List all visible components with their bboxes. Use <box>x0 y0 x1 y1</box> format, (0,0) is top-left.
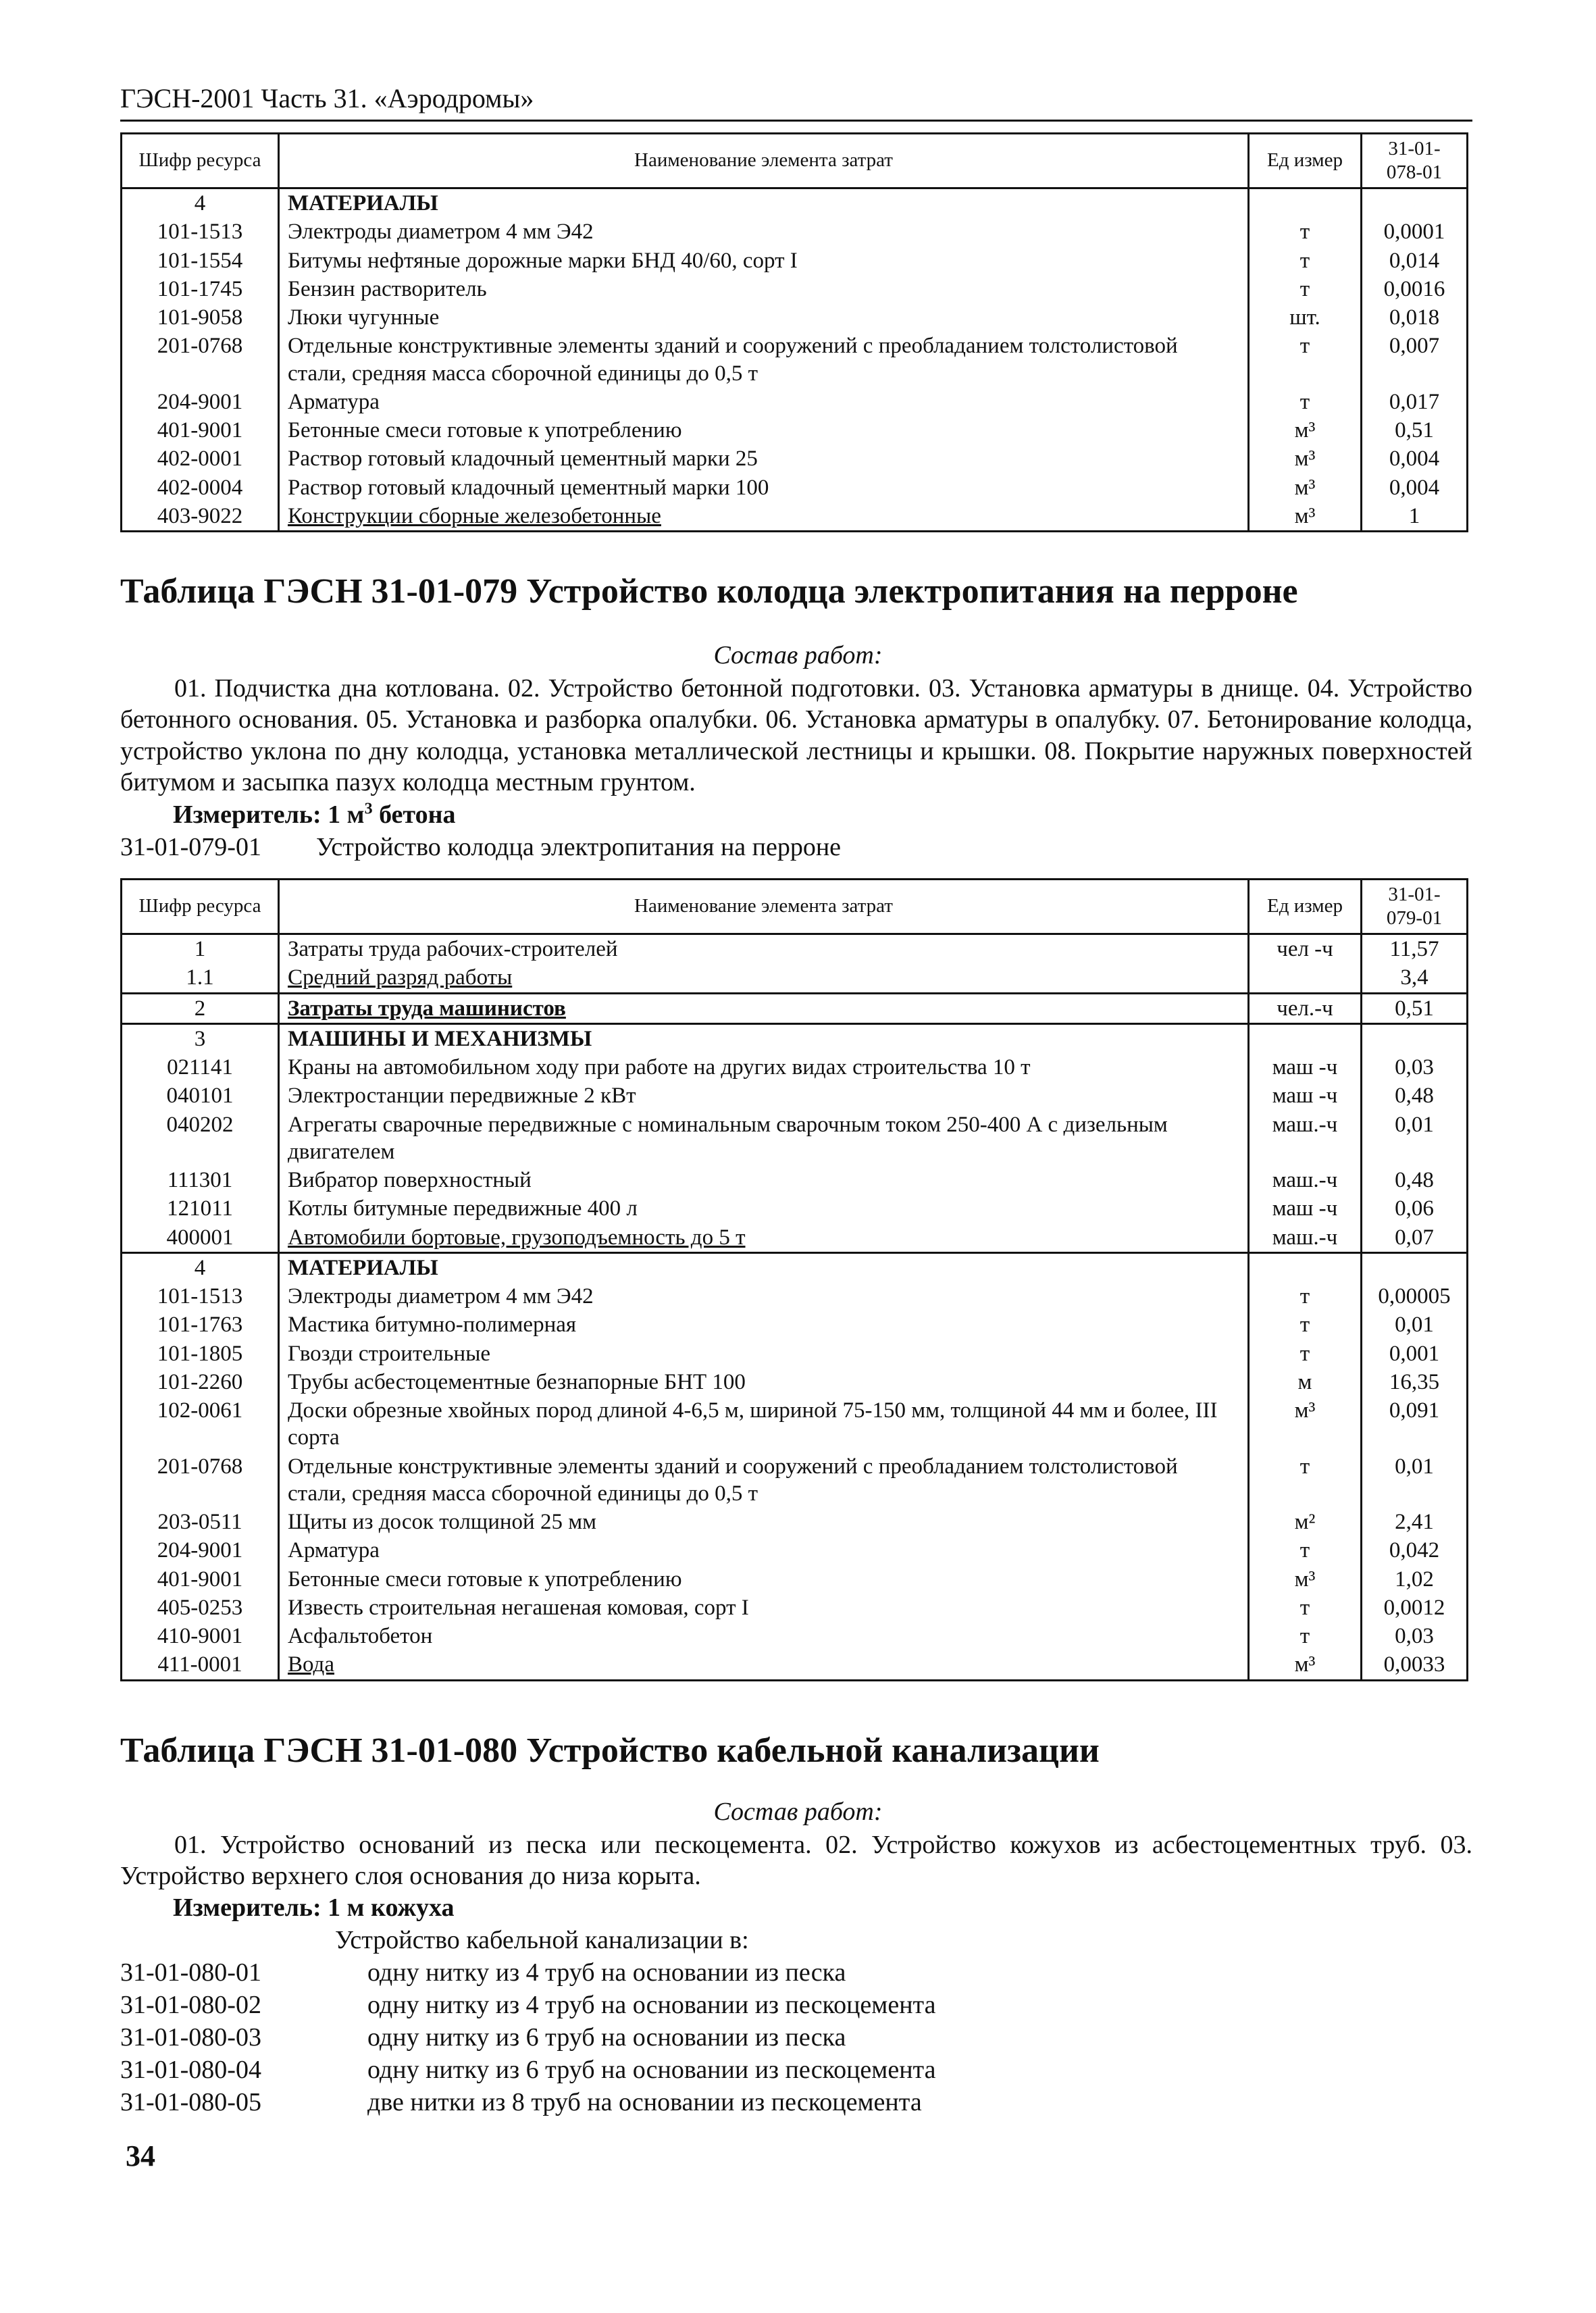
cell-name: Битумы нефтяные дорожные марки БНД 40/60, сорт I <box>279 247 1249 275</box>
cell-value: 0,03 <box>1362 1053 1468 1082</box>
cell-code: 411-0001 <box>122 1650 279 1680</box>
cell-unit: м³ <box>1249 502 1362 532</box>
variant-line <box>120 2055 935 2085</box>
cell-code: 111301 <box>122 1166 279 1194</box>
composition-text-079: 01. Подчистка дна котлована. 02. Устройство бетонной подготовки. 03. Установка арматуры в днище. 04. Устройство бетонного основания. 05. Установка и разборка опалубки. 06. Установка арматуры в опалубку. 07. Бетонирование колодца, устройство уклона по дну колодца, установка металлической лестницы и крышки. 08. Покрытие наружных поверхностей битумом и засыпка пазух колодца местным грунтом. <box>120 674 1472 797</box>
cell-value: 0,0012 <box>1362 1594 1468 1622</box>
table-title-079: Таблица ГЭСН 31-01-079 Устройство колодца электропитания на перроне <box>120 572 1298 611</box>
table-row <box>122 444 1468 473</box>
cell-name: Электроды диаметром 4 мм Э42 <box>279 1282 1249 1311</box>
cell-unit: м² <box>1249 1508 1362 1536</box>
cell-code: 101-2260 <box>122 1368 279 1396</box>
item-line-079 <box>120 832 841 862</box>
cell-code: 1.1 <box>122 963 279 993</box>
cell-unit: чел.-ч <box>1249 993 1362 1023</box>
cell-value: 0,51 <box>1362 416 1468 444</box>
table-row <box>122 1536 1468 1565</box>
table-row <box>122 1082 1468 1110</box>
cell-value: 3,4 <box>1362 963 1468 993</box>
cell-unit: шт. <box>1249 303 1362 332</box>
cell-unit: т <box>1249 1536 1362 1565</box>
cell-name: Электростанции передвижные 2 кВт <box>279 1082 1249 1110</box>
cell-value: 0,014 <box>1362 247 1468 275</box>
table-row <box>122 1396 1468 1452</box>
cell-name: Затраты труда рабочих-строителей <box>279 934 1249 964</box>
table-row <box>122 218 1468 246</box>
cell-name: Затраты труда машинистов <box>279 993 1249 1023</box>
running-head: ГЭСН-2001 Часть 31. «Аэродромы» <box>120 82 1472 122</box>
resource-table-079 <box>120 878 1468 1681</box>
cell-value: 0,018 <box>1362 303 1468 332</box>
cell-unit: маш -ч <box>1249 1082 1362 1110</box>
table-header-row <box>122 880 1468 934</box>
cell-code: 203-0511 <box>122 1508 279 1536</box>
cell-value <box>1362 188 1468 218</box>
meter-label: Измеритель: <box>173 800 321 829</box>
cell-unit: м <box>1249 1368 1362 1396</box>
cell-value: 0,48 <box>1362 1166 1468 1194</box>
col-header-code: Шифр ресурса <box>122 134 279 188</box>
item-name: Устройство колодца электропитания на перроне <box>316 833 842 861</box>
cell-value: 2,41 <box>1362 1508 1468 1536</box>
variant-name: одну нитку из 6 труб на основании из пескоцемента <box>367 2056 936 2084</box>
table-row <box>122 1508 1468 1536</box>
table-row <box>122 1166 1468 1194</box>
cell-code: 4 <box>122 1252 279 1282</box>
variants-intro: Устройство кабельной канализации в: <box>335 1926 749 1954</box>
cell-value: 0,00005 <box>1362 1282 1468 1311</box>
item-code: 31-01-079-01 <box>120 833 261 861</box>
cell-name: Люки чугунные <box>279 303 1249 332</box>
cell-name: Отдельные конструктивные элементы зданий и сооружений с преобладанием толстолистовой стали, средняя масса сборочной единицы до 0,5 т <box>279 1452 1249 1508</box>
variant-line <box>120 2087 922 2117</box>
cell-unit: маш.-ч <box>1249 1111 1362 1167</box>
cell-value: 0,51 <box>1362 993 1468 1023</box>
col-header-name: Наименование элемента затрат <box>279 880 1249 934</box>
col-header-unit: Ед измер <box>1249 134 1362 188</box>
cell-name: Автомобили бортовые, грузоподъемность до 5 т <box>279 1223 1249 1253</box>
section-row <box>122 188 1468 218</box>
cell-name: Краны на автомобильном ходу при работе на других видах строительства 10 т <box>279 1053 1249 1082</box>
cell-value: 0,01 <box>1362 1452 1468 1508</box>
variant-name: одну нитку из 4 труб на основании из пескоцемента <box>367 1991 936 2019</box>
table-header-row <box>122 134 1468 188</box>
table-row <box>122 1452 1468 1508</box>
cell-unit: т <box>1249 218 1362 246</box>
cell-code: 410-9001 <box>122 1622 279 1650</box>
cell-code: 201-0768 <box>122 1452 279 1508</box>
cell-name: МАТЕРИАЛЫ <box>279 188 1249 218</box>
cell-unit: м³ <box>1249 1396 1362 1452</box>
cell-unit: т <box>1249 1311 1362 1339</box>
section-row <box>122 1252 1468 1282</box>
cell-value: 0,004 <box>1362 474 1468 502</box>
table-row <box>122 1565 1468 1594</box>
cell-value: 0,07 <box>1362 1223 1468 1253</box>
cell-unit: т <box>1249 1452 1362 1508</box>
cell-code: 4 <box>122 188 279 218</box>
cell-code: 101-1763 <box>122 1311 279 1339</box>
cell-unit: м³ <box>1249 444 1362 473</box>
table-row <box>122 247 1468 275</box>
cell-value: 11,57 <box>1362 934 1468 964</box>
cell-name: МАТЕРИАЛЫ <box>279 1252 1249 1282</box>
col-header-name: Наименование элемента затрат <box>279 134 1249 188</box>
page-number: 34 <box>126 2139 155 2172</box>
table-row <box>122 1368 1468 1396</box>
cell-value: 0,017 <box>1362 388 1468 416</box>
cell-name: Известь строительная негашеная комовая, сорт I <box>279 1594 1249 1622</box>
cell-value <box>1362 1252 1468 1282</box>
cell-name: Бетонные смеси готовые к употреблению <box>279 416 1249 444</box>
cell-name: Бетонные смеси готовые к употреблению <box>279 1565 1249 1594</box>
variant-name: две нитки из 8 труб на основании из пескоцемента <box>367 2088 922 2116</box>
variant-code: 31-01-080-03 <box>120 2023 261 2052</box>
table-row <box>122 416 1468 444</box>
composition-label-079: Состав работ: <box>713 641 883 669</box>
variant-code: 31-01-080-04 <box>120 2056 261 2084</box>
cell-code: 401-9001 <box>122 1565 279 1594</box>
cell-unit: м³ <box>1249 1650 1362 1680</box>
cell-value: 1 <box>1362 502 1468 532</box>
section-row <box>122 1023 1468 1053</box>
col-header-unit: Ед измер <box>1249 880 1362 934</box>
table-row <box>122 303 1468 332</box>
table-row <box>122 474 1468 502</box>
composition-text-080: 01. Устройство оснований из песка или пескоцемента. 02. Устройство кожухов из асбестоцементных труб. 03. Устройство верхнего слоя основания до низа корыта. <box>120 1831 1472 1891</box>
cell-value: 0,06 <box>1362 1194 1468 1223</box>
cell-unit: т <box>1249 1340 1362 1368</box>
cell-value: 0,042 <box>1362 1536 1468 1565</box>
cell-name: Вода <box>279 1650 1249 1680</box>
meter-sup: 3 <box>364 800 373 818</box>
cell-name: Доски обрезные хвойных пород длиной 4-6,5 м, шириной 75-150 мм, толщиной 44 мм и более, III сорта <box>279 1396 1249 1452</box>
cell-unit: т <box>1249 247 1362 275</box>
meter-unit: бетона <box>379 800 456 829</box>
cell-value: 0,004 <box>1362 444 1468 473</box>
cell-name: Гвозди строительные <box>279 1340 1249 1368</box>
cell-code: 102-0061 <box>122 1396 279 1452</box>
cell-unit <box>1249 1023 1362 1053</box>
meter-label: Измеритель: <box>173 1893 321 1922</box>
table-row <box>122 1282 1468 1311</box>
cell-code: 040202 <box>122 1111 279 1167</box>
cell-name: Раствор готовый кладочный цементный марки 100 <box>279 474 1249 502</box>
table-row <box>122 1111 1468 1167</box>
cell-unit: т <box>1249 1622 1362 1650</box>
meter-080 <box>173 1893 455 1923</box>
cell-code: 405-0253 <box>122 1594 279 1622</box>
cell-value: 0,0016 <box>1362 275 1468 303</box>
table-row <box>122 502 1468 532</box>
table-row <box>122 1223 1468 1253</box>
cell-unit: маш -ч <box>1249 1194 1362 1223</box>
variant-code: 31-01-080-01 <box>120 1958 261 1987</box>
variant-line <box>120 2023 846 2052</box>
cell-code: 400001 <box>122 1223 279 1253</box>
cell-name: Арматура <box>279 388 1249 416</box>
cell-value: 16,35 <box>1362 1368 1468 1396</box>
cell-name: Арматура <box>279 1536 1249 1565</box>
cell-code: 401-9001 <box>122 416 279 444</box>
cell-unit <box>1249 963 1362 993</box>
variant-line <box>120 1958 846 1987</box>
resource-table-078 <box>120 132 1468 532</box>
table-row <box>122 1594 1468 1622</box>
cell-value: 0,007 <box>1362 332 1468 388</box>
composition-label-080: Состав работ: <box>713 1798 883 1826</box>
cell-unit: маш.-ч <box>1249 1166 1362 1194</box>
cell-code: 402-0001 <box>122 444 279 473</box>
section-row <box>122 993 1468 1023</box>
cell-unit: м³ <box>1249 416 1362 444</box>
cell-value <box>1362 1023 1468 1053</box>
variant-name: одну нитку из 4 труб на основании из песка <box>367 1958 846 1987</box>
cell-value: 0,03 <box>1362 1622 1468 1650</box>
cell-name: Агрегаты сварочные передвижные с номинальным сварочным током 250-400 А с дизельным двигателем <box>279 1111 1249 1167</box>
cell-unit <box>1249 1252 1362 1282</box>
variant-code: 31-01-080-02 <box>120 1991 261 2019</box>
cell-code: 101-1513 <box>122 218 279 246</box>
cell-name: Средний разряд работы <box>279 963 1249 993</box>
table-row <box>122 963 1468 993</box>
cell-code: 101-9058 <box>122 303 279 332</box>
cell-code: 204-9001 <box>122 388 279 416</box>
cell-name: Электроды диаметром 4 мм Э42 <box>279 218 1249 246</box>
cell-code: 1 <box>122 934 279 964</box>
cell-name: Раствор готовый кладочный цементный марки 25 <box>279 444 1249 473</box>
cell-code: 040101 <box>122 1082 279 1110</box>
cell-name: Мастика битумно-полимерная <box>279 1311 1249 1339</box>
cell-unit: чел -ч <box>1249 934 1362 964</box>
col-header-code: Шифр ресурса <box>122 880 279 934</box>
cell-code: 201-0768 <box>122 332 279 388</box>
cell-unit: маш -ч <box>1249 1053 1362 1082</box>
cell-code: 121011 <box>122 1194 279 1223</box>
variant-line <box>120 1990 935 2020</box>
cell-name: Котлы битумные передвижные 400 л <box>279 1194 1249 1223</box>
cell-name: Щиты из досок толщиной 25 мм <box>279 1508 1249 1536</box>
cell-name: Конструкции сборные железобетонные <box>279 502 1249 532</box>
cell-unit: т <box>1249 388 1362 416</box>
cell-value: 0,01 <box>1362 1311 1468 1339</box>
cell-value: 0,01 <box>1362 1111 1468 1167</box>
cell-code: 204-9001 <box>122 1536 279 1565</box>
cell-unit: маш.-ч <box>1249 1223 1362 1253</box>
cell-value: 0,001 <box>1362 1340 1468 1368</box>
cell-unit: м³ <box>1249 474 1362 502</box>
variant-name: одну нитку из 6 труб на основании из песка <box>367 2023 846 2052</box>
col-header-norm: 31-01-079-01 <box>1362 880 1468 934</box>
cell-name: Отдельные конструктивные элементы зданий и сооружений с преобладанием толстолистовой стали, средняя масса сборочной единицы до 0,5 т <box>279 332 1249 388</box>
cell-code: 101-1554 <box>122 247 279 275</box>
cell-value: 0,0033 <box>1362 1650 1468 1680</box>
cell-name: Трубы асбестоцементные безнапорные БНТ 100 <box>279 1368 1249 1396</box>
cell-value: 0,48 <box>1362 1082 1468 1110</box>
cell-code: 021141 <box>122 1053 279 1082</box>
cell-name: МАШИНЫ И МЕХАНИЗМЫ <box>279 1023 1249 1053</box>
cell-unit <box>1249 188 1362 218</box>
cell-code: 2 <box>122 993 279 1023</box>
table-row <box>122 388 1468 416</box>
table-row <box>122 1622 1468 1650</box>
cell-value: 0,091 <box>1362 1396 1468 1452</box>
cell-unit: м³ <box>1249 1565 1362 1594</box>
table-row <box>122 1340 1468 1368</box>
table-row <box>122 934 1468 964</box>
cell-code: 403-9022 <box>122 502 279 532</box>
meter-value: 1 м кожуха <box>328 1893 455 1922</box>
cell-value: 0,0001 <box>1362 218 1468 246</box>
cell-name: Бензин растворитель <box>279 275 1249 303</box>
variant-code: 31-01-080-05 <box>120 2088 261 2116</box>
meter-value: 1 м <box>328 800 365 829</box>
col-header-norm: 31-01-078-01 <box>1362 134 1468 188</box>
cell-code: 101-1805 <box>122 1340 279 1368</box>
cell-name: Асфальтобетон <box>279 1622 1249 1650</box>
table-row <box>122 1650 1468 1680</box>
table-row <box>122 1053 1468 1082</box>
cell-name: Вибратор поверхностный <box>279 1166 1249 1194</box>
cell-unit: т <box>1249 275 1362 303</box>
cell-unit: т <box>1249 1282 1362 1311</box>
cell-value: 1,02 <box>1362 1565 1468 1594</box>
table-row <box>122 332 1468 388</box>
table-row <box>122 1311 1468 1339</box>
meter-079 <box>173 800 456 830</box>
cell-unit: т <box>1249 1594 1362 1622</box>
table-row <box>122 275 1468 303</box>
cell-code: 402-0004 <box>122 474 279 502</box>
table-row <box>122 1194 1468 1223</box>
cell-code: 101-1513 <box>122 1282 279 1311</box>
cell-code: 3 <box>122 1023 279 1053</box>
cell-code: 101-1745 <box>122 275 279 303</box>
cell-unit: т <box>1249 332 1362 388</box>
table-title-080: Таблица ГЭСН 31-01-080 Устройство кабельной канализации <box>120 1731 1100 1770</box>
